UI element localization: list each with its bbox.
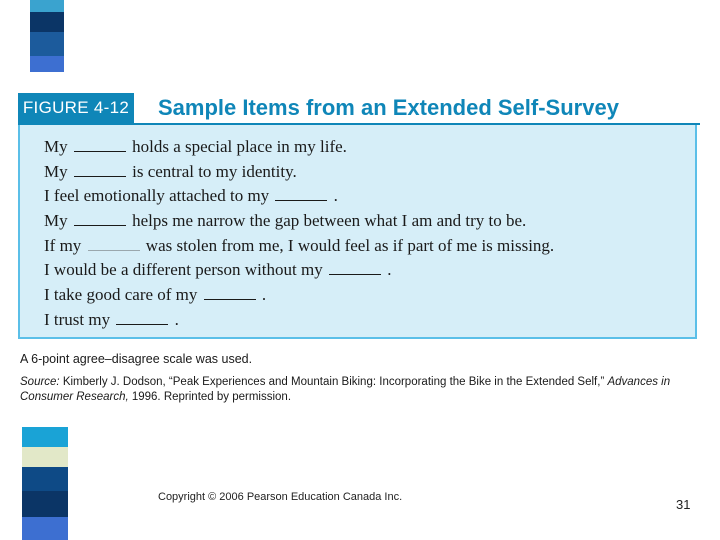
item-text-before: I trust my — [44, 309, 111, 329]
strip-segment — [30, 12, 64, 32]
source-journal: Advances in Consumer Research, — [20, 376, 671, 403]
strip-segment — [22, 517, 68, 540]
strip-segment — [22, 447, 68, 467]
strip-segment — [22, 467, 68, 491]
blank-line — [74, 211, 126, 226]
strip-segment — [30, 32, 64, 56]
scale-note: A 6-point agree–disagree scale was used. — [20, 352, 253, 366]
strip-segment — [30, 0, 64, 12]
item-text-before: My — [44, 137, 68, 156]
item-text-after: holds a special place in my life. — [132, 137, 347, 156]
blank-line — [275, 186, 327, 201]
item-text-after: . — [174, 309, 179, 329]
figure-label: FIGURE 4-12 — [18, 93, 134, 123]
decorative-strip-top — [30, 0, 64, 72]
decorative-strip-bottom — [22, 427, 68, 540]
strip-segment — [22, 491, 68, 517]
survey-item — [44, 135, 554, 160]
item-text-after: is central to my identity. — [132, 161, 297, 181]
strip-segment — [30, 56, 64, 72]
strip-segment — [22, 427, 68, 447]
page-number: 31 — [676, 497, 691, 512]
item-text-before: I would be a different person without my — [44, 260, 323, 280]
blank-line — [88, 236, 140, 251]
item-text-before: I take good care of my — [44, 285, 198, 305]
survey-item-list — [44, 135, 554, 333]
survey-item — [44, 234, 554, 259]
item-text-after: helps me narrow the gap between what I am and try to be. — [132, 211, 527, 231]
survey-item — [44, 160, 554, 185]
survey-item — [44, 283, 554, 308]
source-text: Kimberly J. Dodson, “Peak Experiences and Mountain Biking: Incorporating the Bike in the Extended Self,” — [59, 376, 608, 388]
source-text-end: 1996. Reprinted by permission. — [128, 391, 292, 403]
survey-items-box — [18, 125, 697, 339]
item-text-before: I feel emotionally attached to my — [44, 186, 270, 206]
figure-title: Sample Items from an Extended Self-Survey — [158, 95, 619, 120]
source-citation — [20, 375, 700, 405]
blank-line — [74, 137, 126, 152]
survey-item — [44, 258, 554, 283]
item-text-before: My — [44, 211, 68, 231]
copyright-notice: Copyright © 2006 Pearson Education Canada Inc. — [158, 491, 403, 503]
blank-line — [74, 162, 126, 177]
blank-line — [329, 260, 381, 275]
item-text-after: was stolen from me, I would feel as if part of me is missing. — [145, 235, 555, 255]
blank-line — [116, 310, 168, 325]
item-text-after: . — [261, 285, 267, 305]
blank-line — [204, 285, 256, 300]
item-text-before: If my — [44, 235, 82, 255]
item-text-before: My — [44, 161, 68, 181]
source-prefix: Source: — [20, 376, 60, 388]
survey-item — [44, 209, 554, 234]
item-text-after: . — [333, 186, 338, 206]
survey-item — [44, 184, 554, 209]
item-text-after: . — [387, 260, 392, 280]
survey-item — [44, 308, 554, 333]
